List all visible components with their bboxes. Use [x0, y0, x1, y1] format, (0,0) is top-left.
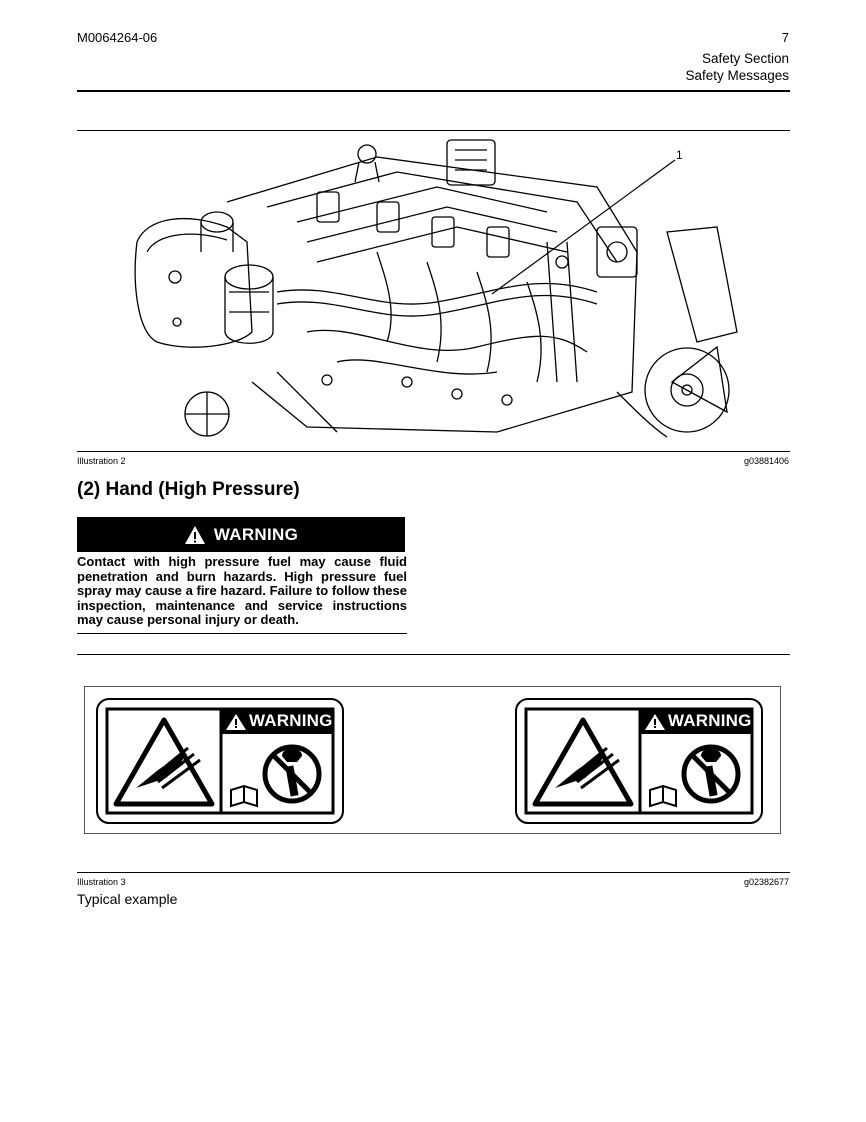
- figure-top-rule: [77, 130, 790, 131]
- document-id: M0064264-06: [77, 30, 158, 45]
- figure3-bottom-rule: [77, 872, 790, 873]
- warning-banner: [77, 517, 405, 552]
- engine-illustration: [77, 132, 790, 450]
- warning-text: Contact with high pressure fuel may cause fluid penetration and burn hazards. High pressure fuel spray may cause a fire hazard. Failure to follow these inspection, maintenance and service instructions may cause personal injury or death.: [77, 554, 407, 628]
- callout-label: 1: [676, 148, 683, 162]
- page-number: 7: [781, 30, 789, 45]
- illustration-caption: Illustration 3: [77, 877, 126, 887]
- section-subtitle: Safety Messages: [685, 68, 789, 83]
- header-rule: [77, 90, 790, 92]
- warning-label: WARNING: [213, 524, 299, 544]
- section-heading: (2) Hand (High Pressure): [77, 479, 300, 500]
- illustration-description: Typical example: [77, 891, 178, 907]
- alert-triangle-icon: [184, 525, 206, 545]
- illustration-ref: g02382677: [743, 877, 789, 887]
- warning-decal: [96, 698, 344, 824]
- figure3-top-rule: [77, 654, 790, 655]
- warning-decal: [515, 698, 763, 824]
- figure-bottom-rule: [77, 451, 790, 452]
- decal-warning-label: WARNING: [249, 711, 333, 730]
- illustration-caption: Illustration 2: [77, 456, 126, 466]
- illustration-ref: g03881406: [743, 456, 789, 466]
- section-title: Safety Section: [701, 51, 789, 66]
- warning-rule: [77, 633, 407, 634]
- decal-warning-label: WARNING: [668, 711, 752, 730]
